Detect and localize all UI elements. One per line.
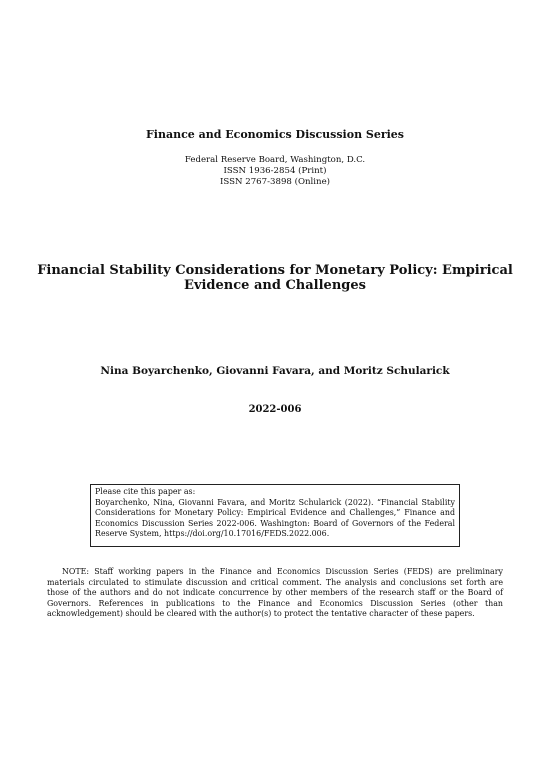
citation-box [90, 484, 460, 547]
publication-info [0, 155, 550, 188]
issn-online: ISSN 2767-3898 (Online) [219, 177, 331, 187]
paper-title-line-1: Financial Stability Considerations for Monetary Policy: Empirical [37, 263, 513, 278]
paper-title-line-2: Evidence and Challenges [184, 278, 366, 293]
citation-text: Boyarchenko, Nina, Giovanni Favara, and Moritz Schularick (2022). “Financial Stability Considerations for Monetary Policy: Empirical Evidence and Challenges,” Finance and Economics Discussion Series 2022-006. Washington: Board of Governors of the Federal Reserve System, https://doi.org/10.17016/FEDS.2022.006. [95, 497, 455, 539]
author-list: Nina Boyarchenko, Giovanni Favara, and Moritz Schularick [100, 365, 450, 377]
publisher-line: Federal Reserve Board, Washington, D.C. [184, 155, 366, 165]
paper-title [0, 263, 550, 293]
paper-number: 2022-006 [248, 404, 302, 415]
citation-heading: Please cite this paper as: [95, 487, 196, 496]
disclaimer-note: NOTE: Staff working papers in the Finance and Economics Discussion Series (FEDS) are preliminary materials circulated to stimulate discussion and critical comment. The analysis and conclusions set forth are those of the authors and do not indicate concurrence by other members of the research staff or the Board of Governors. References in publications to the Finance and Economics Discussion Series (other than acknowledgement) should be cleared with the author(s) to protect the tentative character of these papers. [47, 567, 503, 618]
issn-print: ISSN 1936-2854 (Print) [223, 166, 327, 176]
series-title: Finance and Economics Discussion Series [145, 128, 405, 141]
